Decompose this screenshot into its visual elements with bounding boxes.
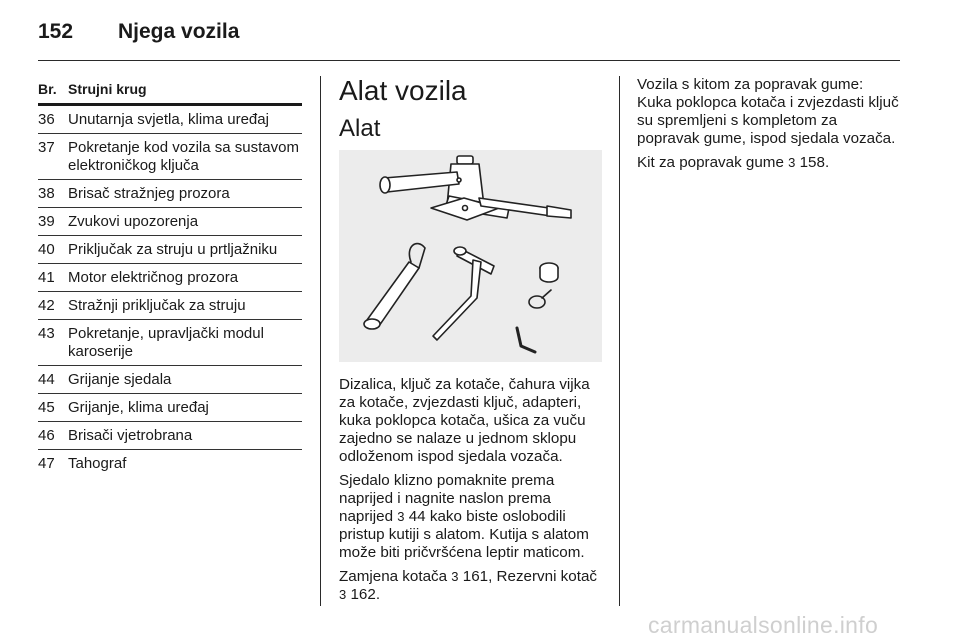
row-number: 46 — [38, 427, 55, 444]
table-header — [38, 80, 302, 106]
table-row — [38, 236, 302, 264]
section-heading — [339, 74, 605, 144]
row-label: Tahograf — [68, 455, 127, 472]
chapter-title: Njega vozila — [118, 20, 240, 43]
row-label: Pokretanje kod vozila sa sustavom elektroničkog ključa — [68, 139, 299, 174]
row-label: Unutarnja svjetla, klima uređaj — [68, 111, 269, 128]
repair-kit-paragraph-2: Kit za popravak gume 3 158. — [637, 154, 830, 171]
row-number: 40 — [38, 241, 55, 258]
page-reference: 158 — [799, 154, 825, 171]
repair-kit-paragraph-1: Vozila s kitom za popravak gume: Kuka poklopca kotača i zvjezdasti ključ su spremljeni s kompletom za popravak gume, ispod sjedala vozača. — [637, 76, 899, 147]
table-row — [38, 366, 302, 394]
table-row — [38, 264, 302, 292]
col-header-no: Br. — [38, 81, 57, 97]
row-number: 36 — [38, 111, 55, 128]
section-subtitle: Alat — [339, 115, 381, 142]
row-number: 44 — [38, 371, 55, 388]
reference-arrow-icon: 3 — [397, 509, 405, 524]
page-reference: 162 — [350, 586, 376, 603]
table-row — [38, 106, 302, 134]
row-number: 41 — [38, 269, 55, 286]
page-reference: 161 — [462, 568, 489, 585]
column-divider-left — [320, 76, 321, 606]
row-label: Brisači vjetrobrana — [68, 427, 193, 444]
row-number: 39 — [38, 213, 55, 230]
row-label: Grijanje, klima uređaj — [68, 399, 209, 416]
page-number: 152 — [38, 20, 74, 43]
vehicle-tools-illustration-icon — [339, 150, 602, 362]
row-number: 38 — [38, 185, 55, 202]
tools-paragraph-2: Sjedalo klizno pomaknite prema naprijed i nagnite naslon prema naprijed 3 44 kako biste oslobodili pristup kutiji s alatom. Kutija s alatom može biti pričvršćena leptir maticom. — [339, 472, 589, 561]
table-row — [38, 394, 302, 422]
row-label: Stražnji priključak za struju — [68, 297, 246, 314]
reference-arrow-icon: 3 — [451, 569, 459, 584]
row-number: 37 — [38, 139, 55, 156]
column-divider-right — [619, 76, 620, 606]
watermark: carmanualsonline.info — [648, 612, 879, 638]
row-label: Pokretanje, upravljački modul karoserije — [68, 325, 264, 360]
row-number: 43 — [38, 325, 55, 342]
row-label: Brisač stražnjeg prozora — [68, 185, 230, 202]
table-row — [38, 292, 302, 320]
repair-kit-text — [637, 76, 899, 178]
col-header-circuit: Strujni krug — [68, 81, 147, 97]
tools-paragraph-1: Dizalica, ključ za kotače, čahura vijka za kotače, zvjezdasti ključ, adapteri, kuka poklopca kotača, ušica za vuču zajedno se nalaze u jednom sklopu odloženom ispod sjedala vozača. — [339, 376, 590, 465]
row-number: 45 — [38, 399, 55, 416]
header-rule — [38, 60, 900, 61]
page-reference: 44 — [408, 508, 426, 525]
table-body — [38, 106, 302, 477]
row-number: 47 — [38, 455, 55, 472]
row-label: Priključak za struju u prtljažniku — [68, 241, 278, 258]
reference-arrow-icon: 3 — [339, 587, 347, 602]
table-row — [38, 320, 302, 366]
table-row — [38, 422, 302, 450]
row-label: Zvukovi upozorenja — [68, 213, 199, 230]
table-row — [38, 180, 302, 208]
row-label: Grijanje sjedala — [68, 371, 172, 388]
table-row — [38, 450, 302, 477]
table-row — [38, 208, 302, 236]
vehicle-tools-figure — [339, 150, 602, 362]
tools-paragraph-3: Zamjena kotača 3 161, Rezervni kotač 3 162. — [339, 568, 597, 603]
row-label: Motor električnog prozora — [68, 269, 239, 286]
fuse-table — [38, 80, 302, 477]
tools-text — [339, 376, 607, 610]
table-row — [38, 134, 302, 180]
row-number: 42 — [38, 297, 55, 314]
reference-arrow-icon: 3 — [788, 155, 796, 170]
page-header — [38, 20, 239, 50]
section-title: Alat vozila — [339, 75, 467, 106]
